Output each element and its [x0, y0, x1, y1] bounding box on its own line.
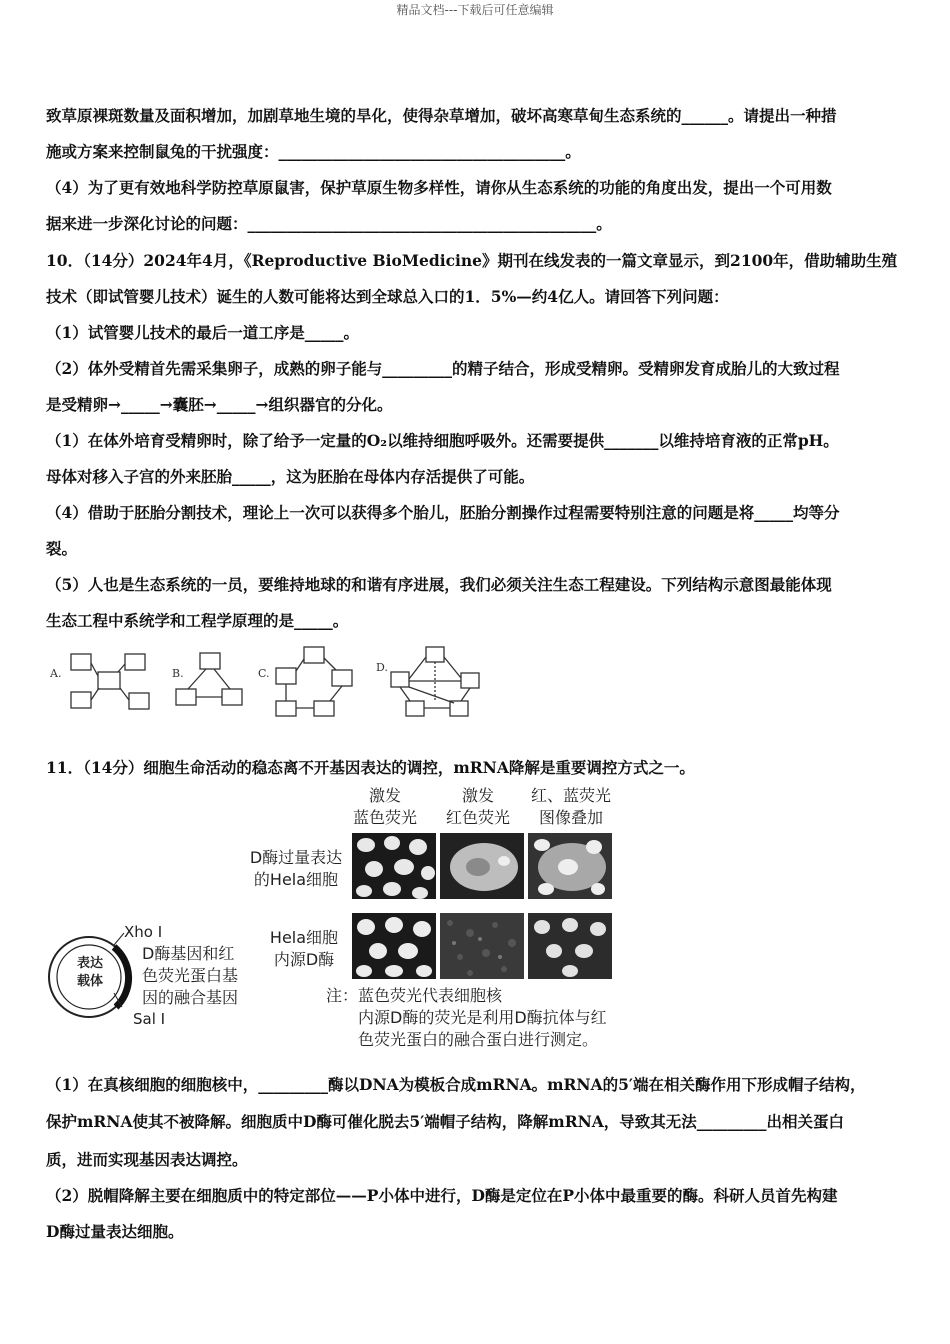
text-line: （2）脱帽降解主要在细胞质中的特定部位——P小体中进行，D酶是定位在P小体中最重要的酶。科研人员首先构建	[46, 1186, 838, 1205]
text-line: （5）人也是生态系统的一员，要维持地球的和谐有序进展，我们必须关注生态工程建设。下列结构示意图最能体现	[46, 575, 832, 594]
row1-label: D酶过量表达 的Hela细胞	[249, 848, 343, 889]
site-pointer-lines	[110, 931, 140, 1011]
text-line: 据来进一步深化讨论的问题：_____________________________________________。	[46, 214, 612, 233]
text-line: 施或方案来控制鼠兔的干扰强度：_____________________________________。	[46, 142, 581, 161]
text-line: 质，进而实现基因表达调控。	[46, 1150, 248, 1169]
micrograph-endogenous-blue	[352, 913, 436, 979]
xho-site-label: Xho I	[124, 923, 163, 941]
option-b-label: B.	[172, 667, 184, 680]
text-line: （4）借助于胚胎分割技术，理论上一次可以获得多个胎儿，胚胎分割操作过程需要特别注意的问题是将_____均等分	[46, 503, 840, 522]
option-a-label: A.	[50, 667, 62, 680]
text-line: D酶过量表达细胞。	[46, 1222, 184, 1241]
question-10-title: 10．（14分）2024年4月，《Reproductive BioMedicine》期刊在线发表的一篇文章显示，到2100年，借助辅助生殖	[46, 251, 898, 270]
micrograph-endogenous-red	[440, 913, 524, 979]
micrograph-overexpression-merge	[528, 833, 612, 899]
micrograph-overexpression-blue	[352, 833, 436, 899]
row2-label: Hela细胞 内源D酶	[269, 928, 339, 969]
text-line: 母体对移入子宫的外来胚胎_____，这为胚胎在母体内存活提供了可能。	[46, 467, 535, 486]
fluorescence-figure	[0, 785, 950, 1065]
text-line: （1）试管婴儿技术的最后一道工序是_____。	[46, 323, 360, 342]
sal-site-label: Sal I	[133, 1010, 166, 1028]
page-header: 精品文档---下载后可任意编辑	[396, 3, 554, 17]
text-line: 技术（即试管婴儿技术）诞生的人数可能将达到全球总入口的1．5%—约4亿人。请回答下列问题：	[46, 287, 729, 306]
structure-options-diagram	[46, 643, 506, 738]
option-d-label: D.	[376, 661, 388, 674]
col1-header: 激发 蓝色荧光	[352, 786, 417, 827]
text-line: （1）在体外培育受精卵时，除了给予一定量的O₂以维持细胞呼吸外。还需要提供_______以维持培育液的正常pH。	[46, 431, 839, 450]
text-line: （4）为了更有效地科学防控草原鼠害，保护草原生物多样性，请你从生态系统的功能的角度出发，提出一个可用数	[46, 178, 832, 197]
text-line: 生态工程中系统学和工程学原理的是_____。	[46, 611, 349, 630]
col2-header: 激发 红色荧光	[445, 786, 510, 827]
col3-header: 红、蓝荧光 图像叠加	[530, 786, 611, 827]
question-11-title: 11．（14分）细胞生命活动的稳态离不开基因表达的调控，mRNA降解是重要调控方式之一。	[46, 758, 695, 777]
text-line: 裂。	[46, 539, 78, 558]
text-line: 保护mRNA使其不被降解。细胞质中D酶可催化脱去5′端帽子结构，降解mRNA，导致其无法_________出相关蛋白	[46, 1112, 845, 1131]
text-line: （2）体外受精首先需采集卵子，成熟的卵子能与_________的精子结合，形成受精卵。受精卵发育成胎儿的大致过程	[46, 359, 840, 378]
text-line: （1）在真核细胞的细胞核中，_________酶以DNA为模板合成mRNA。mRNA的5′端在相关酶作用下形成帽子结构，	[46, 1075, 866, 1094]
figure-note: 注：蓝色荧光代表细胞核 内源D酶的荧光是利用D酶抗体与红 色荧光蛋白的融合蛋白进行测定。	[326, 986, 607, 1049]
micrograph-overexpression-red	[440, 833, 524, 899]
text-line: 是受精卵→_____→囊胚→_____→组织器官的分化。	[46, 395, 393, 414]
text-line: 致草原裸斑数量及面积增加，加剧草地生境的旱化，使得杂草增加，破坏高寒草甸生态系统的______。请提出一种措	[46, 106, 837, 125]
fusion-gene-label: D酶基因和红 色荧光蛋白基 因的融合基因	[142, 944, 239, 1007]
plasmid-center-label: 表达 载体	[76, 956, 103, 989]
option-c-label: C.	[258, 667, 270, 680]
micrograph-endogenous-merge	[528, 913, 612, 979]
